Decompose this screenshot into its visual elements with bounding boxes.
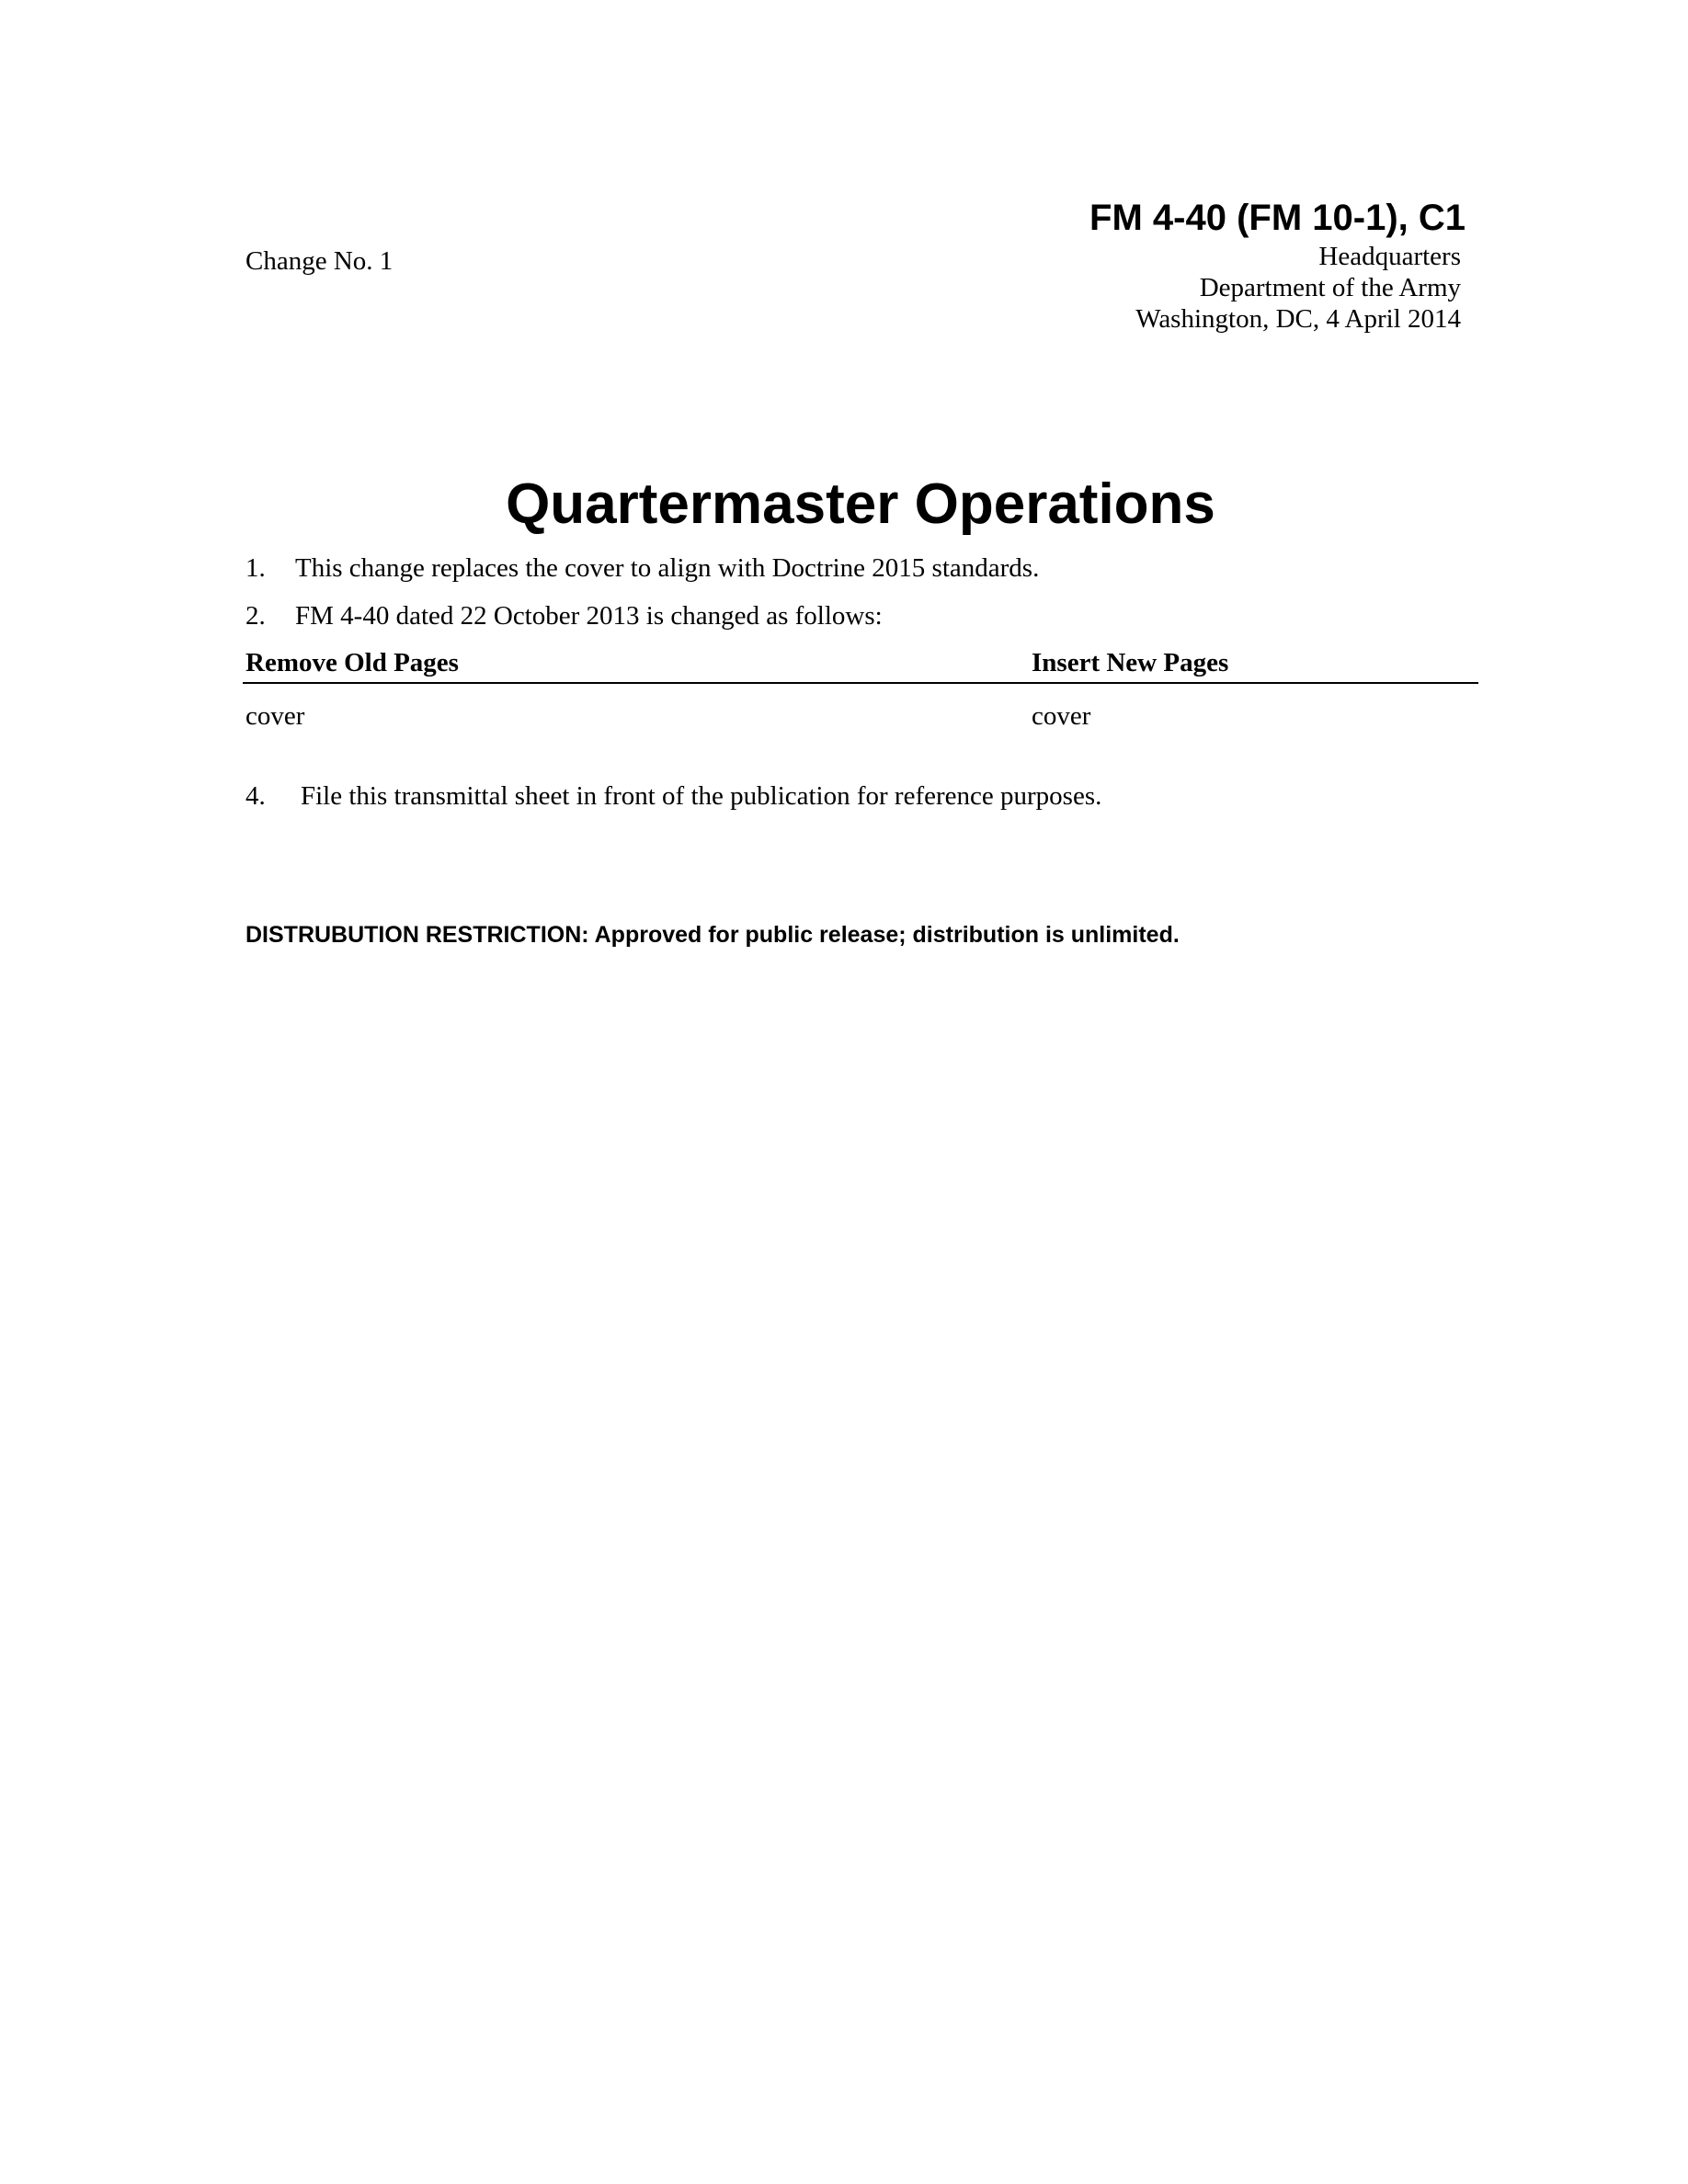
paragraph-4 [245,780,1101,812]
header-remove-old-pages: Remove Old Pages [245,648,459,677]
headquarters-line: Headquarters [1318,242,1461,271]
paragraph-number: 1. [245,553,266,583]
location-date-line: Washington, DC, 4 April 2014 [1135,304,1461,334]
department-line: Department of the Army [1199,273,1461,302]
paragraph-1 [245,552,1039,584]
header-insert-new-pages: Insert New Pages [1032,648,1229,677]
table-row [243,700,1478,735]
headquarters-block [1135,241,1461,335]
table-header [243,647,1478,684]
distribution-restriction: DISTRUBUTION RESTRICTION: Approved for public release; distribution is unlimited. [245,922,1180,948]
paragraph-2 [245,600,883,631]
paragraph-number: 4. [245,781,266,811]
paragraph-text: FM 4-40 dated 22 October 2013 is changed as follows: [295,601,883,631]
insert-page-cell: cover [1032,701,1091,731]
paragraph-text: File this transmittal sheet in front of the publication for reference purposes. [301,781,1102,811]
document-title: Quartermaster Operations [506,472,1215,536]
publication-number: FM 4-40 (FM 10-1), C1 [1089,198,1466,238]
paragraph-number: 2. [245,601,266,631]
remove-page-cell: cover [245,701,305,731]
paragraph-text: This change replaces the cover to align with Doctrine 2015 standards. [295,553,1040,583]
change-number: Change No. 1 [245,246,393,276]
page-change-table [243,647,1478,735]
